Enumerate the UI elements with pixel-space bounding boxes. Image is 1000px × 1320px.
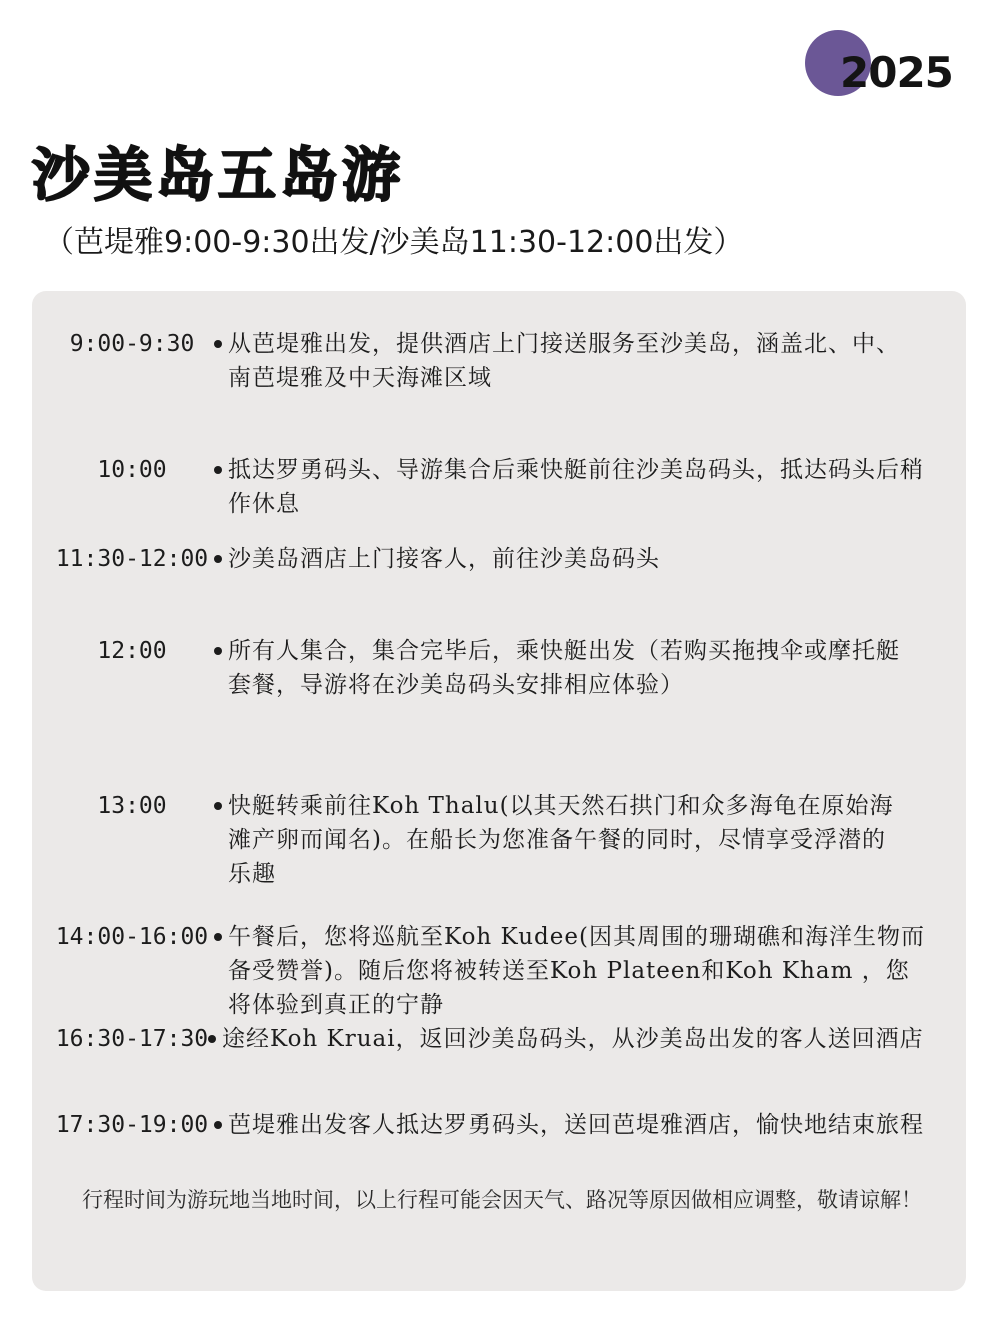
itinerary-description: 从芭堤雅出发，提供酒店上门接送服务至沙美岛，涵盖北、中、南芭堤雅及中天海滩区域 (228, 331, 900, 391)
itinerary-time: 10:00 (97, 457, 167, 483)
itinerary-description: 沙美岛酒店上门接客人，前往沙美岛码头 (228, 546, 660, 572)
bullet-icon (214, 555, 222, 563)
bullet-icon (208, 1035, 216, 1043)
itinerary-panel (32, 291, 966, 1291)
itinerary-time: 13:00 (97, 793, 167, 819)
itinerary-time: 12:00 (97, 638, 167, 664)
itinerary-time: 17:30-19:00 (55, 1112, 209, 1138)
bullet-icon (214, 1121, 222, 1129)
itinerary-description: 途经Koh Kruai，返回沙美岛码头，从沙美岛出发的客人送回酒店 (222, 1026, 924, 1052)
bullet-icon (214, 933, 222, 941)
year-label: 2025 (840, 48, 953, 97)
bullet-icon (214, 466, 222, 474)
itinerary-time: 16:30-17:30 (55, 1026, 209, 1052)
itinerary-description: 抵达罗勇码头、导游集合后乘快艇前往沙美岛码头，抵达码头后稍作休息 (228, 457, 924, 517)
bullet-icon (214, 647, 222, 655)
itinerary-note: 行程时间为游玩地当地时间，以上行程可能会因天气、路况等原因做相应调整，敬请谅解！ (82, 1188, 922, 1212)
itinerary-description: 午餐后，您将巡航至Koh Kudee(因其周围的珊瑚礁和海洋生物而备受赞誉)。随后您将被转送至Koh Plateen和Koh Kham ，您将体验到真正的宁静 (228, 924, 925, 1018)
itinerary-time: 9:00-9:30 (69, 331, 195, 357)
itinerary-description: 所有人集合，集合完毕后，乘快艇出发（若购买拖拽伞或摩托艇套餐，导游将在沙美岛码头安排相应体验） (228, 638, 900, 698)
itinerary-description: 快艇转乘前往Koh Thalu(以其天然石拱门和众多海龟在原始海滩产卵而闻名)。在船长为您准备午餐的同时，尽情享受浮潜的乐趣 (228, 793, 894, 887)
page-title: 沙美岛五岛游 (32, 141, 405, 209)
bullet-icon (214, 802, 222, 810)
page-subtitle: （芭堤雅9:00-9:30出发/沙美岛11:30-12:00出发） (44, 225, 744, 260)
itinerary-time: 11:30-12:00 (55, 546, 209, 572)
itinerary-time: 14:00-16:00 (55, 924, 209, 950)
bullet-icon (214, 340, 222, 348)
itinerary-description: 芭堤雅出发客人抵达罗勇码头，送回芭堤雅酒店，愉快地结束旅程 (228, 1112, 924, 1138)
